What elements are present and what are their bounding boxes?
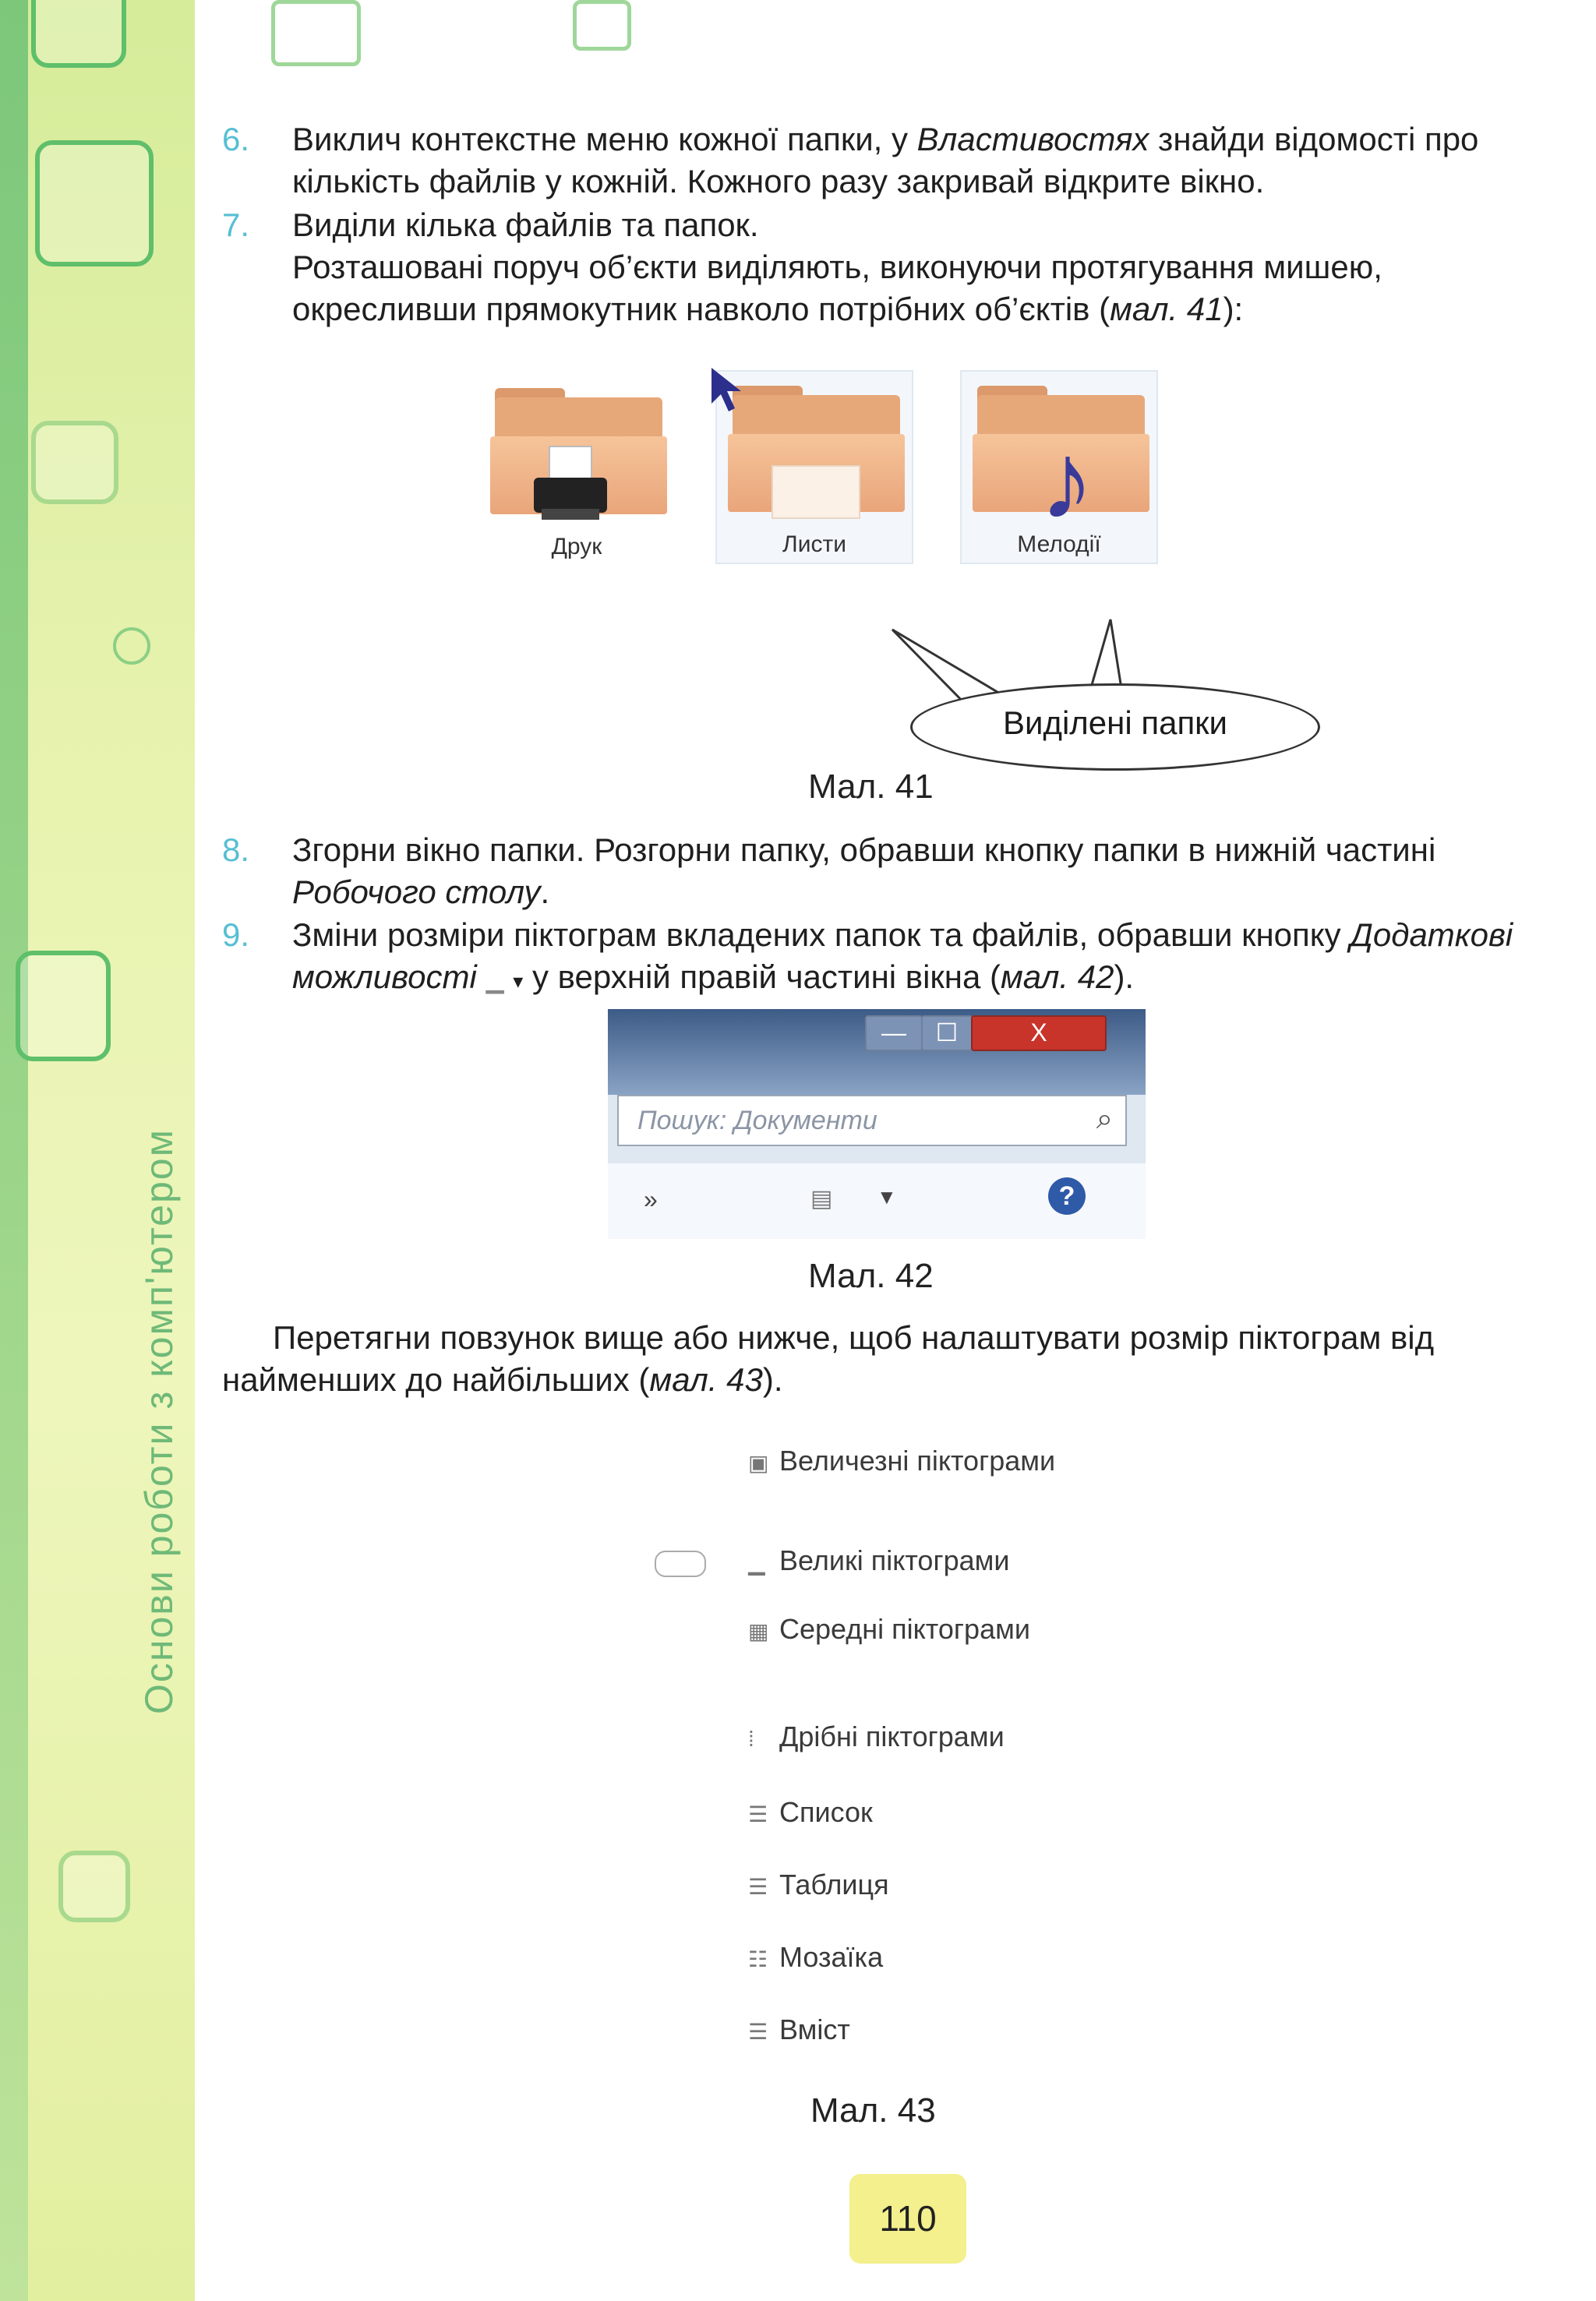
folder-melodies[interactable]: [960, 370, 1158, 564]
decor-top-square: [271, 0, 361, 66]
envelope-icon: [772, 465, 860, 519]
decor-circle: [113, 627, 150, 665]
item-text: Згорни вікно папки. Розгорни папку, обравши кнопку папки в нижній частині Робочого столу.: [292, 831, 1436, 910]
view-option[interactable]: ☰ Вміст: [748, 2013, 850, 2045]
decor-square: [16, 951, 111, 1061]
figure-caption: Мал. 42: [808, 1257, 934, 1295]
view-options-icon[interactable]: ▤: [810, 1186, 833, 1212]
item-number: 8.: [222, 831, 250, 868]
toolbar: [608, 1163, 1146, 1239]
search-placeholder: Пошук: Документи: [637, 1106, 877, 1135]
figure-caption: Мал. 41: [808, 768, 934, 806]
item-text: Розташовані поруч об’єкти виділяють, виконуючи протягування мишею, окресливши прямокутник навколо потрібних об’єктів (мал. 41):: [292, 249, 1382, 327]
search-icon: ⌕: [1096, 1103, 1113, 1135]
item-text: Виділи кілька файлів та папок.: [292, 206, 759, 243]
dropdown-arrow-icon[interactable]: ▼: [877, 1185, 897, 1209]
large-icons-icon: ▁: [748, 1551, 765, 1575]
more-chevron-icon[interactable]: »: [644, 1185, 658, 1213]
left-color-strip: [0, 0, 28, 2301]
folder-print[interactable]: [479, 374, 674, 565]
view-option[interactable]: ☰ Таблиця: [748, 1869, 889, 1900]
view-option[interactable]: ▁ Великі піктограми: [748, 1544, 1010, 1576]
decor-square: [31, 0, 126, 68]
view-option[interactable]: ⁞ Дрібні піктограми: [748, 1720, 1005, 1752]
view-option[interactable]: ☷ Мозаїка: [748, 1941, 884, 1973]
tiles-icon: ☷: [748, 1947, 768, 1971]
content-icon: ☰: [748, 2020, 768, 2044]
folder-label: Листи: [782, 531, 846, 557]
details-icon: ☰: [748, 1875, 768, 1899]
page-number: 110: [849, 2174, 966, 2264]
folder-label: Друк: [551, 534, 602, 559]
view-option[interactable]: ▣ Величезні піктограми: [748, 1445, 1056, 1477]
printer-icon: [528, 443, 613, 528]
item-number: 6.: [222, 121, 250, 157]
item-number: 7.: [222, 206, 250, 243]
cursor-icon: [705, 365, 752, 419]
figure-caption: Мал. 43: [810, 2091, 936, 2130]
item-text: Виклич контекстне меню кожної папки, у Властивостях знайди відомості про кількість файлів у кожній. Кожного разу закривай відкрите вікно.: [292, 121, 1479, 199]
decor-square: [58, 1851, 130, 1922]
help-icon[interactable]: ?: [1048, 1177, 1086, 1215]
extra-large-icons-icon: ▣: [748, 1451, 769, 1475]
explorer-window-fragment: [608, 1009, 1146, 1239]
item-number: 9.: [222, 916, 250, 953]
spine-title: Основи роботи з комп'ютером: [137, 1128, 181, 1714]
small-icons-icon: ⁞: [748, 1727, 754, 1751]
view-option[interactable]: ▦ Середні піктограми: [748, 1613, 1030, 1645]
list-icon: ☰: [748, 1802, 768, 1826]
folder-label: Мелодії: [1017, 531, 1101, 557]
view-options-icon: ▁: [486, 968, 504, 993]
decor-top-square: [573, 0, 631, 51]
icon-size-slider[interactable]: [655, 1551, 706, 1577]
item-text: Зміни розміри піктограм вкладених папок та файлів, обравши кнопку Додаткові можливості ▁ ▾ у верхній правій частині вікна (мал. 42).: [292, 916, 1513, 995]
search-input[interactable]: [617, 1095, 1127, 1146]
close-button[interactable]: X: [971, 1015, 1107, 1051]
selected-folders-callout: Виділені папки: [910, 683, 1320, 771]
view-option[interactable]: ☰ Список: [748, 1796, 873, 1828]
decor-square: [35, 140, 154, 266]
medium-icons-icon: ▦: [748, 1619, 769, 1643]
maximize-button[interactable]: ☐: [921, 1015, 973, 1051]
instruction-paragraph: Перетягни повзунок вище або нижче, щоб налаштувати розмір піктограм від найменших до найбільших (мал. 43).: [222, 1319, 1435, 1398]
minimize-button[interactable]: —: [865, 1015, 923, 1051]
decor-square: [31, 421, 118, 504]
music-note-icon: ♪: [1040, 419, 1094, 542]
